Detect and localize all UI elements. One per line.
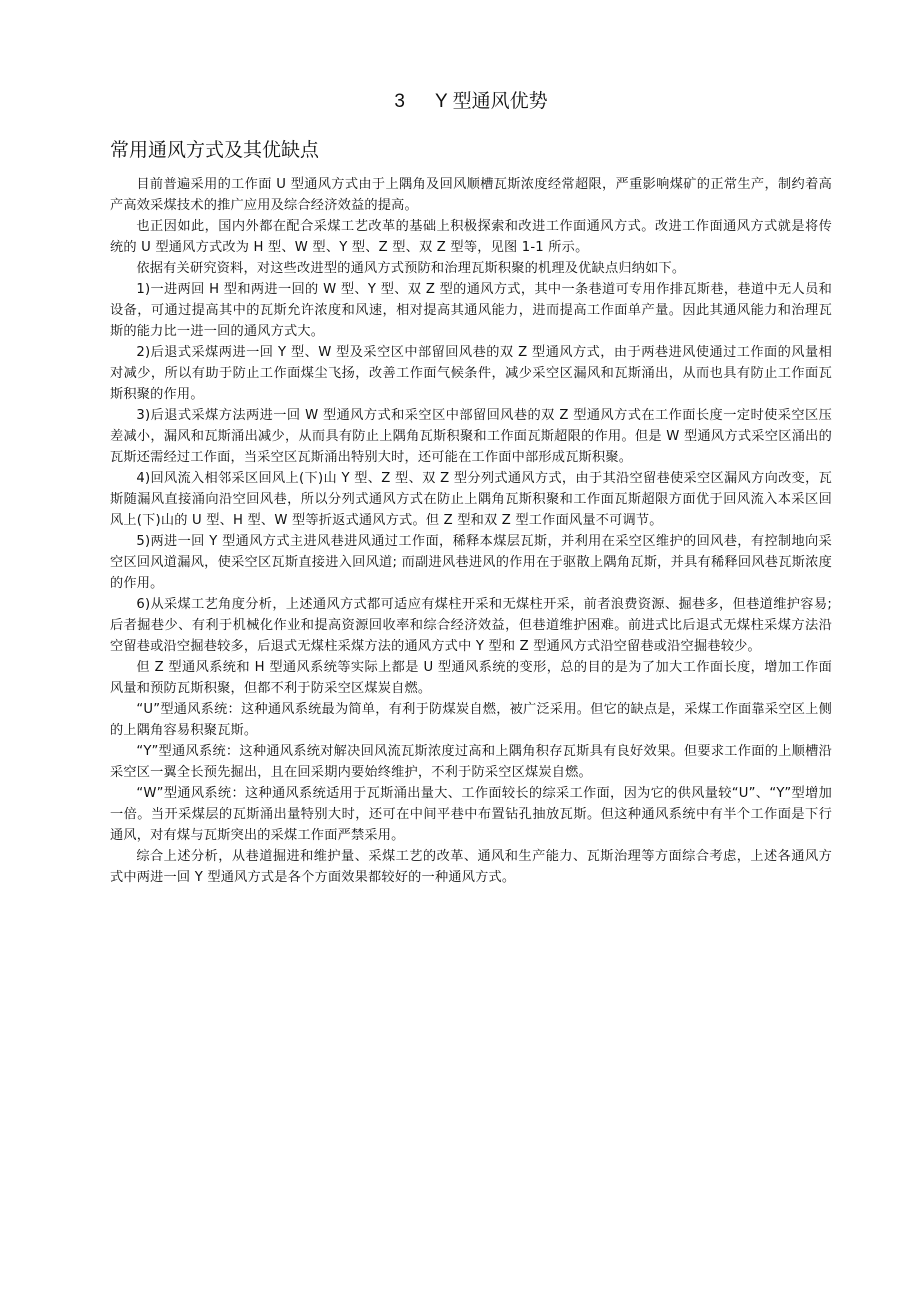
paragraph: 但 Z 型通风系统和 H 型通风系统等实际上都是 U 型通风系统的变形，总的目的是为了加大工作面长度，增加工作面风量和预防瓦斯积聚，但都不利于防采空区煤炭自燃。 bbox=[110, 660, 832, 696]
paragraph: 依据有关研究资料，对这些改进型的通风方式预防和治理瓦斯积聚的机理及优缺点归纳如下。 bbox=[136, 261, 686, 276]
paragraph: 综合上述分析，从巷道掘进和维护量、采煤工艺的改革、通风和生产能力、瓦斯治理等方面综合考虑，上述各通风方式中两进一回 Y 型通风方式是各个方面效果都较好的一种通风方式。 bbox=[110, 849, 832, 885]
document-page bbox=[110, 88, 832, 888]
paragraph: 3)后退式采煤方法两进一回 W 型通风方式和采空区中部留回风巷的双 Z 型通风方式在工作面长度一定时使采空区压差减小，漏风和瓦斯涌出减少，从而具有防止上隅角瓦斯积聚和工作面瓦斯超限的作用。但是 W 型通风方式采空区涌出的瓦斯还需经过工作面，当采空区瓦斯涌出特别大时，还可能在工作面中部形成瓦斯积聚。 bbox=[110, 408, 832, 465]
chapter-number: 3 bbox=[394, 91, 405, 112]
chapter-heading bbox=[110, 88, 832, 116]
paragraph: “W”型通风系统：这种通风系统适用于瓦斯涌出量大、工作面较长的综采工作面，因为它的供风量较“U”、“Y”型增加一倍。当开采煤层的瓦斯涌出量特别大时，还可在中间平巷中布置钻孔抽放瓦斯。但这种通风系统中有半个工作面是下行通风，对有煤与瓦斯突出的采煤工作面严禁采用。 bbox=[110, 786, 832, 843]
body-text bbox=[110, 174, 832, 888]
paragraph: 2)后退式采煤两进一回 Y 型、W 型及采空区中部留回风巷的双 Z 型通风方式，由于两巷进风使通过工作面的风量相对减少，所以有助于防止工作面煤尘飞扬，改善工作面气候条件，减少采空区漏风和瓦斯涌出，从而也具有防止工作面瓦斯积聚的作用。 bbox=[110, 345, 832, 402]
paragraph: 目前普遍采用的工作面 U 型通风方式由于上隅角及回风顺槽瓦斯浓度经常超限，严重影响煤矿的正常生产，制约着高产高效采煤技术的推广应用及综合经济效益的提高。 bbox=[110, 177, 832, 213]
paragraph: 6)从采煤工艺角度分析，上述通风方式都可适应有煤柱开采和无煤柱开采，前者浪费资源、掘巷多，但巷道维护容易; 后者掘巷少、有利于机械化作业和提高资源回收率和综合经济效益，但巷道维护困难。前进式比后退式无煤柱采煤方法沿空留巷或沿空掘巷较多，后退式无煤柱采煤方法的通风方式中 Y 型和 Z 型通风方式沿空留巷或沿空掘巷较少。 bbox=[110, 597, 832, 654]
paragraph: 1)一进两回 H 型和两进一回的 W 型、Y 型、双 Z 型的通风方式，其中一条巷道可专用作排瓦斯巷，巷道中无人员和设备，可通过提高其中的瓦斯允许浓度和风速，相对提高其通风能力，进而提高工作面单产量。因此其通风能力和治理瓦斯的能力比一进一回的通风方式大。 bbox=[110, 282, 832, 339]
chapter-title: Y 型通风优势 bbox=[434, 91, 548, 112]
paragraph: 4)回风流入相邻采区回风上(下)山 Y 型、Z 型、双 Z 型分列式通风方式，由于其沿空留巷使采空区漏风方向改变，瓦斯随漏风直接涌向沿空回风巷，所以分列式通风方式在防止上隅角瓦斯积聚和工作面瓦斯超限方面优于回风流入本采区回风上(下)山的 U 型、H 型、W 型等折返式通风方式。但 Z 型和双 Z 型工作面风量不可调节。 bbox=[110, 471, 832, 528]
paragraph: 5)两进一回 Y 型通风方式主进风巷进风通过工作面，稀释本煤层瓦斯，并利用在采空区维护的回风巷，有控制地向采空区回风道漏风，使采空区瓦斯直接进入回风道; 而副进风巷进风的作用在于驱散上隅角瓦斯，并具有稀释回风巷瓦斯浓度的作用。 bbox=[110, 534, 832, 591]
paragraph: 也正因如此，国内外都在配合采煤工艺改革的基础上积极探索和改进工作面通风方式。改进工作面通风方式就是将传统的 U 型通风方式改为 H 型、W 型、Y 型、Z 型、双 Z 型等，见图 1-1 所示。 bbox=[110, 219, 832, 255]
paragraph: “Y”型通风系统：这种通风系统对解决回风流瓦斯浓度过高和上隅角积存瓦斯具有良好效果。但要求工作面的上顺槽沿采空区一翼全长预先掘出，且在回采期内要始终维护，不利于防采空区煤炭自燃。 bbox=[110, 744, 832, 780]
section-heading: 常用通风方式及其优缺点 bbox=[110, 140, 320, 161]
paragraph: “U”型通风系统：这种通风系统最为简单，有利于防煤炭自燃，被广泛采用。但它的缺点是，采煤工作面靠采空区上侧的上隅角容易积聚瓦斯。 bbox=[110, 702, 832, 738]
